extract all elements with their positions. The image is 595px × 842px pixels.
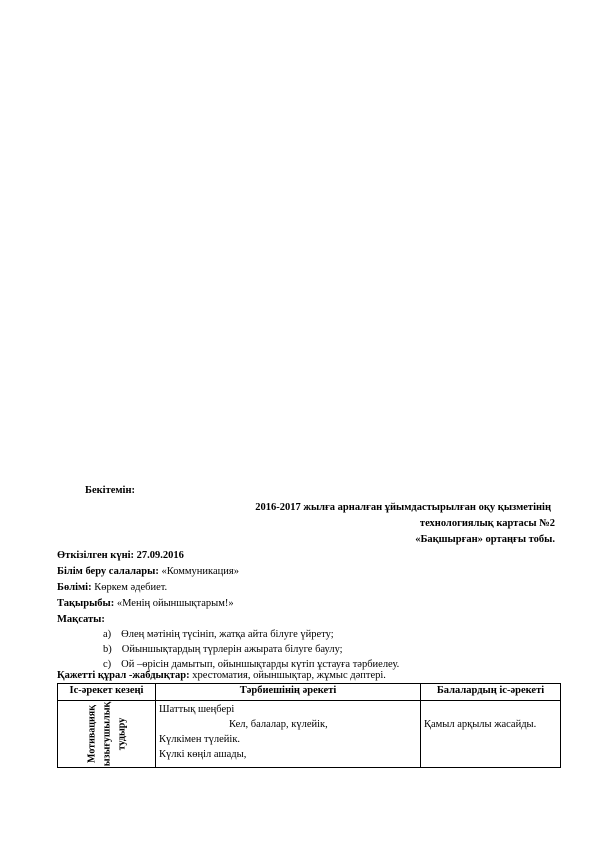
topic-value: «Менің ойыншықтарым!» bbox=[114, 598, 234, 609]
area-line bbox=[57, 566, 239, 577]
goal-text: Ойыншықтардың түрлерін ажырата білуге баулу; bbox=[121, 644, 343, 655]
doc-title-line-3: «Бақшырған» ортаңғы тобы. bbox=[415, 534, 555, 545]
stage-cell bbox=[58, 701, 156, 768]
doc-title-line-2: технологиялық картасы №2 bbox=[419, 518, 555, 529]
lesson-plan-table bbox=[57, 683, 561, 768]
stage-line: ызығушылық bbox=[101, 701, 112, 767]
goal-marker: a) bbox=[103, 629, 112, 640]
goal-text: Ой –өрісін дамытып, ойыншықтарды күтіп ұстауға тәрбиелеу. bbox=[121, 659, 400, 670]
goal-item bbox=[103, 644, 343, 655]
children-text: Қамыл арқылы жасайды. bbox=[424, 719, 537, 730]
goal-marker: b) bbox=[103, 644, 112, 655]
stage-line: тудыру bbox=[116, 717, 127, 751]
goal-text: Өлең мәтінің түсініп, жатқа айта білуге үйрету; bbox=[121, 629, 334, 640]
goals-label: Мақсаты: bbox=[57, 614, 105, 625]
approval-label: Бекітемін: bbox=[85, 485, 136, 496]
header-children: Балалардың іс-әрекеті bbox=[421, 684, 561, 701]
header-stage: Іс-әрекет кезеңі bbox=[58, 684, 156, 701]
equipment-line bbox=[57, 670, 386, 681]
teacher-line: Күлкімен түлейік. bbox=[159, 734, 241, 745]
section-line bbox=[57, 582, 167, 593]
goal-marker: c) bbox=[103, 659, 112, 670]
area-label: Білім беру салалары: bbox=[57, 566, 159, 577]
section-value: Көркем әдебиет. bbox=[91, 582, 168, 593]
date-line: Өткізілген күні: 27.09.2016 bbox=[57, 550, 184, 561]
equipment-label: Қажетті құрал -жабдықтар: bbox=[57, 670, 190, 681]
table-header-row bbox=[58, 684, 561, 701]
teacher-line: Күлкі көңіл ашады, bbox=[159, 749, 247, 760]
teacher-line: Кел, балалар, күлейік, bbox=[229, 719, 328, 730]
stage-line: Мотивацияқ bbox=[86, 705, 97, 763]
topic-label: Тақырыбы: bbox=[57, 598, 115, 609]
topic-line bbox=[57, 598, 234, 609]
doc-title-line-1: 2016-2017 жылға арналған ұйымдастырылған оқу қызметінің bbox=[255, 502, 551, 513]
area-value: «Коммуникация» bbox=[158, 566, 239, 577]
header-teacher: Тәрбиешінің әрекеті bbox=[156, 684, 421, 701]
teacher-cell bbox=[156, 701, 421, 768]
goal-item bbox=[103, 629, 334, 640]
children-cell bbox=[421, 701, 561, 768]
table-row bbox=[58, 701, 561, 768]
goal-item bbox=[103, 659, 399, 670]
equipment-value: хрестоматия, ойыншықтар, жұмыс дәптері. bbox=[189, 670, 386, 681]
stage-label bbox=[84, 702, 129, 767]
section-label: Бөлімі: bbox=[57, 582, 92, 593]
teacher-line: Шаттық шеңбері bbox=[159, 704, 235, 715]
